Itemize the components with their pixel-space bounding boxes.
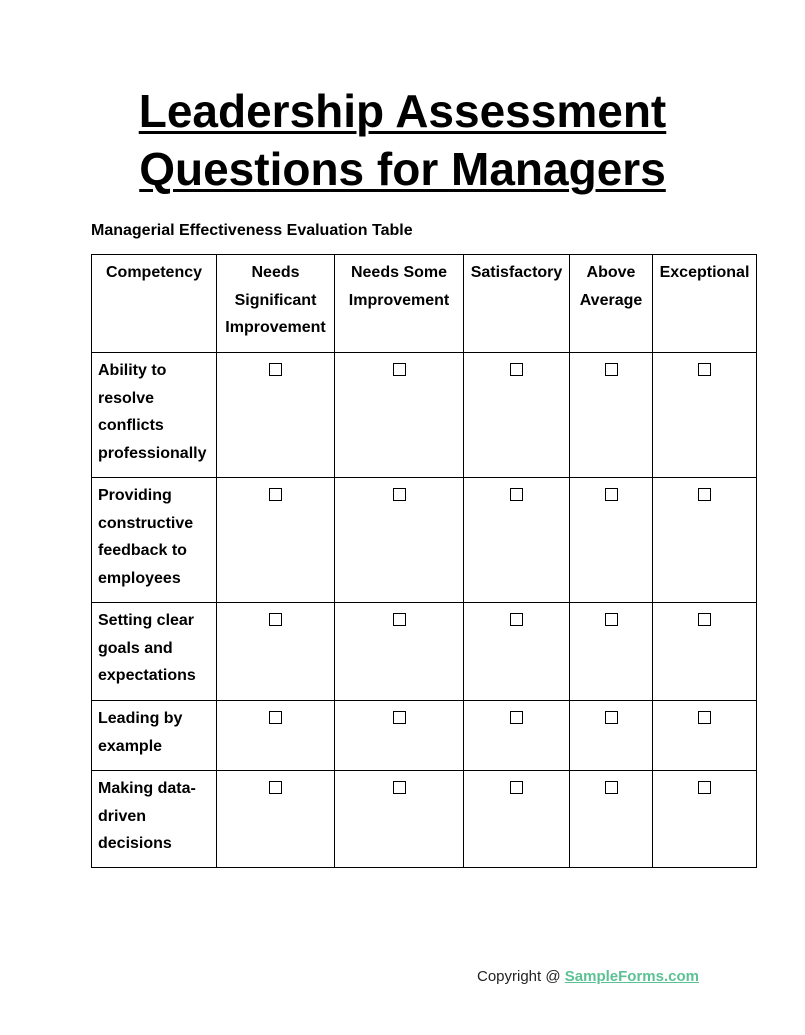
rating-checkbox[interactable] <box>698 711 711 724</box>
rating-cell <box>570 478 653 603</box>
column-header: Exceptional <box>653 255 757 353</box>
rating-checkbox[interactable] <box>510 363 523 376</box>
copyright <box>477 968 699 985</box>
rating-checkbox[interactable] <box>698 363 711 376</box>
rating-checkbox[interactable] <box>605 613 618 626</box>
rating-checkbox[interactable] <box>393 488 406 501</box>
table-row <box>92 353 757 478</box>
rating-cell <box>464 771 570 868</box>
rating-checkbox[interactable] <box>393 711 406 724</box>
rating-cell <box>335 701 464 771</box>
table-row <box>92 603 757 701</box>
table-caption: Managerial Effectiveness Evaluation Table <box>91 222 413 239</box>
rating-cell <box>570 701 653 771</box>
page-title <box>0 82 805 198</box>
rating-cell <box>464 603 570 701</box>
table-row <box>92 771 757 868</box>
rating-cell <box>570 603 653 701</box>
rating-checkbox[interactable] <box>269 363 282 376</box>
rating-cell <box>217 478 335 603</box>
rating-cell <box>653 603 757 701</box>
rating-cell <box>335 478 464 603</box>
rating-checkbox[interactable] <box>393 781 406 794</box>
rating-cell <box>653 478 757 603</box>
evaluation-table <box>91 254 757 868</box>
competency-cell: Making data-driven decisions <box>92 771 217 868</box>
rating-checkbox[interactable] <box>269 781 282 794</box>
rating-checkbox[interactable] <box>393 363 406 376</box>
rating-checkbox[interactable] <box>510 781 523 794</box>
column-header: Needs Significant Improvement <box>217 255 335 353</box>
rating-checkbox[interactable] <box>698 781 711 794</box>
rating-cell <box>335 603 464 701</box>
rating-checkbox[interactable] <box>698 488 711 501</box>
competency-cell: Ability to resolve conflicts professionally <box>92 353 217 478</box>
rating-checkbox[interactable] <box>605 781 618 794</box>
rating-checkbox[interactable] <box>510 488 523 501</box>
rating-checkbox[interactable] <box>269 711 282 724</box>
rating-cell <box>464 701 570 771</box>
rating-cell <box>653 771 757 868</box>
column-header: Satisfactory <box>464 255 570 353</box>
rating-cell <box>570 771 653 868</box>
rating-checkbox[interactable] <box>605 711 618 724</box>
rating-checkbox[interactable] <box>269 613 282 626</box>
rating-cell <box>217 353 335 478</box>
rating-checkbox[interactable] <box>698 613 711 626</box>
sampleforms-link[interactable]: SampleForms.com <box>564 968 699 985</box>
rating-checkbox[interactable] <box>510 711 523 724</box>
competency-cell: Setting clear goals and expectations <box>92 603 217 701</box>
rating-cell <box>217 771 335 868</box>
rating-cell <box>464 478 570 603</box>
rating-cell <box>335 353 464 478</box>
rating-cell <box>335 771 464 868</box>
competency-cell: Leading by example <box>92 701 217 771</box>
rating-cell <box>570 353 653 478</box>
rating-cell <box>653 701 757 771</box>
rating-cell <box>653 353 757 478</box>
rating-cell <box>464 353 570 478</box>
competency-cell: Providing constructive feedback to employees <box>92 478 217 603</box>
rating-checkbox[interactable] <box>605 363 618 376</box>
rating-checkbox[interactable] <box>510 613 523 626</box>
copyright-text: Copyright @ <box>477 968 565 985</box>
rating-cell <box>217 701 335 771</box>
title-line-1: Leadership Assessment <box>138 85 667 137</box>
table-row <box>92 701 757 771</box>
column-header: Needs Some Improvement <box>335 255 464 353</box>
rating-checkbox[interactable] <box>393 613 406 626</box>
table-row <box>92 478 757 603</box>
rating-checkbox[interactable] <box>605 488 618 501</box>
rating-cell <box>217 603 335 701</box>
column-header: Competency <box>92 255 217 353</box>
rating-checkbox[interactable] <box>269 488 282 501</box>
title-line-2: Questions for Managers <box>139 143 666 195</box>
column-header: Above Average <box>570 255 653 353</box>
